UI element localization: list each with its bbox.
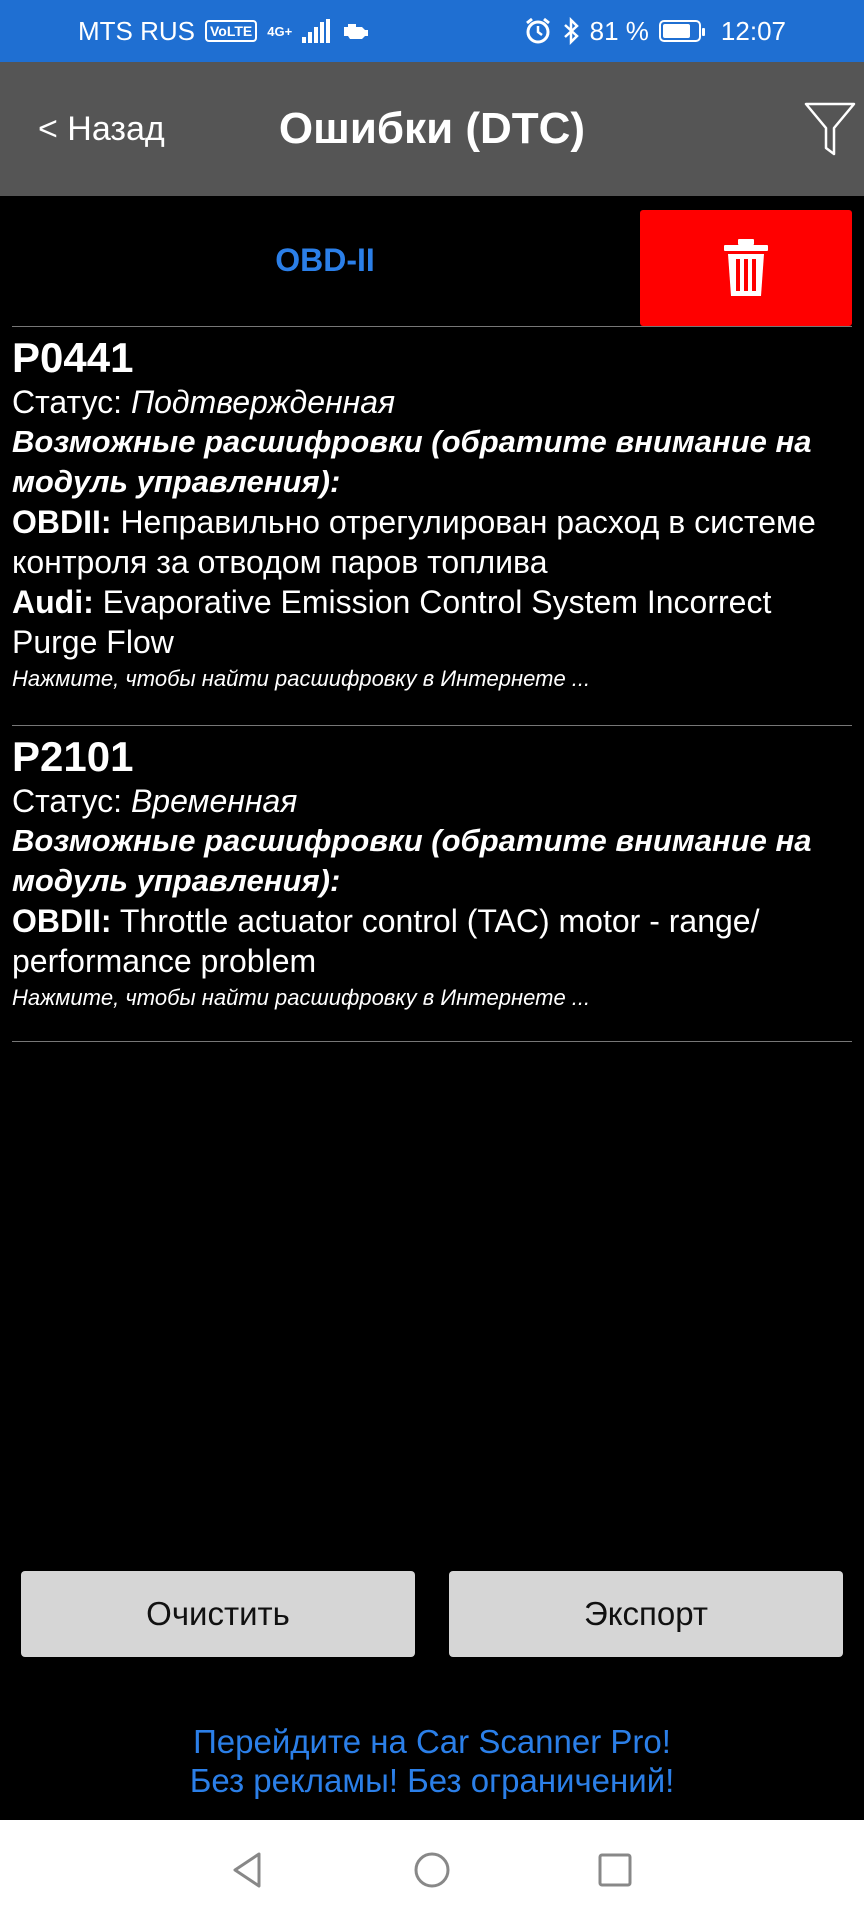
decode-text: Evaporative Emission Control System Incorrect Purge Flow [12,584,772,660]
clock: 12:07 [720,15,786,46]
dtc-status-value: Подтвержденная [130,384,396,420]
battery-percent: 81 % [589,15,649,46]
nav-home-icon[interactable] [410,1848,454,1892]
dtc-status-value: Временная [130,783,298,819]
trash-icon [723,238,769,298]
export-button[interactable]: Экспорт [449,1571,843,1657]
system-nav-bar [0,1820,864,1920]
dtc-decode [12,582,852,662]
dtc-entry[interactable] [12,733,852,1013]
decode-source: Audi: [12,584,94,620]
page-title: Ошибки (DTC) [278,104,586,153]
status-bar [0,0,864,62]
dtc-code: P0441 [12,334,134,381]
nav-back-icon[interactable] [225,1848,269,1892]
bluetooth-icon [562,17,580,45]
tab-obd-ii[interactable]: OBD-II [275,241,375,278]
car-engine-icon [340,20,370,42]
dtc-status [12,781,852,821]
upgrade-promo-link[interactable] [0,1722,864,1800]
tab-row [0,196,864,326]
dtc-hint-title: Возможные расшифровки (обратите внимание на модуль управления): [12,823,812,898]
dtc-status-label: Статус: [12,384,123,420]
divider [12,326,852,327]
search-online-link[interactable]: Нажмите, чтобы найти расшифровку в Интернете ... [12,666,591,691]
dtc-status [12,382,852,422]
dtc-entry[interactable] [12,334,852,694]
network-type-label: 4G+ [267,23,293,39]
dtc-code: P2101 [12,733,134,780]
divider [12,1041,852,1042]
decode-source: OBDII: [12,504,112,540]
divider [12,725,852,726]
back-button[interactable]: < Назад [38,109,165,148]
decode-text: Неправильно отрегулирован расход в системе контроля за отводом паров топлива [12,504,816,580]
alarm-icon [524,17,552,45]
dtc-status-label: Статус: [12,783,123,819]
decode-text: Throttle actuator control (TAC) motor - range/ performance problem [12,903,760,979]
promo-line-1: Перейдите на Car Scanner Pro! [193,1723,671,1760]
battery-icon [659,20,701,42]
signal-icon [302,19,330,43]
clear-button[interactable]: Очистить [21,1571,415,1657]
nav-recents-icon[interactable] [593,1848,637,1892]
dtc-decode [12,901,852,981]
search-online-link[interactable]: Нажмите, чтобы найти расшифровку в Интернете ... [12,985,591,1010]
filter-icon[interactable] [800,98,860,158]
dtc-decode [12,502,852,582]
dtc-hint-title: Возможные расшифровки (обратите внимание на модуль управления): [12,424,812,499]
app-bar [0,62,864,196]
carrier-label: MTS RUS [78,15,195,46]
promo-line-2: Без рекламы! Без ограничений! [189,1762,675,1799]
delete-button[interactable] [640,210,852,326]
decode-source: OBDII: [12,903,112,939]
volte-icon: VoLTE [205,20,257,42]
